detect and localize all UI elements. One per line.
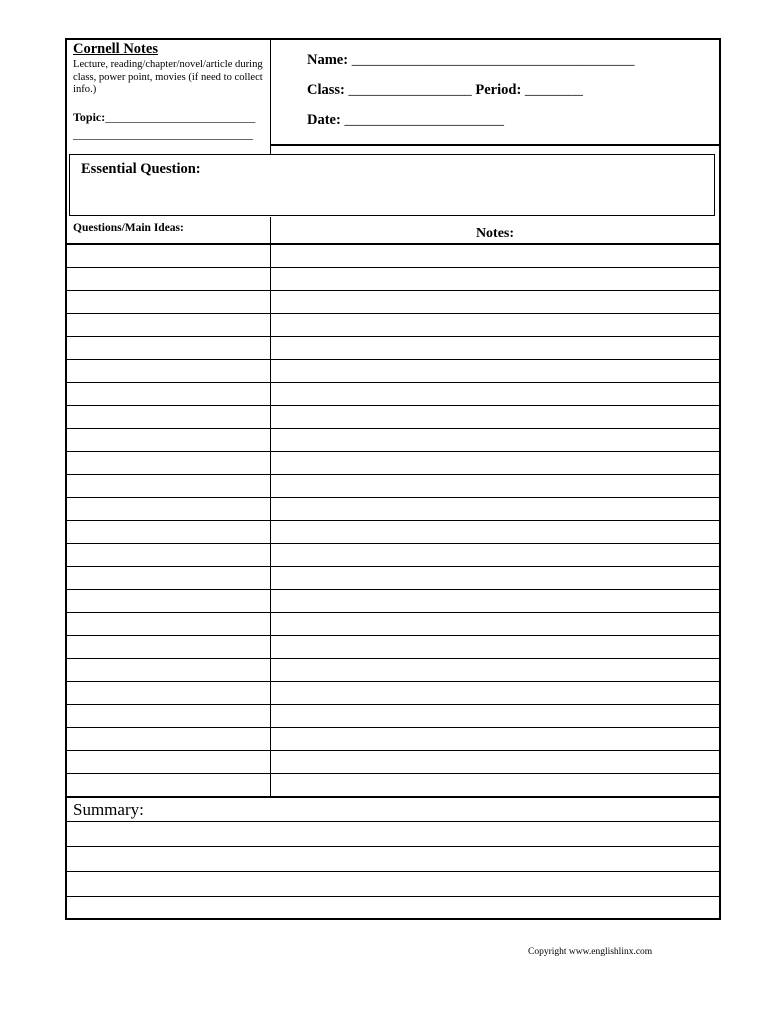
question-cell[interactable] xyxy=(67,774,271,796)
table-row xyxy=(67,774,719,798)
date-field[interactable] xyxy=(307,112,504,129)
table-row xyxy=(67,475,719,498)
date-label: Date: xyxy=(307,112,341,128)
notes-cell[interactable] xyxy=(271,337,719,359)
class-label: Class: xyxy=(307,82,345,98)
essential-question-box[interactable] xyxy=(69,154,715,216)
period-blank: ________ xyxy=(524,82,583,98)
topic-label: Topic: xyxy=(73,110,106,124)
question-cell[interactable] xyxy=(67,452,271,474)
question-cell[interactable] xyxy=(67,291,271,313)
essential-question-label: Essential Question: xyxy=(81,161,201,177)
topic-field[interactable] xyxy=(73,110,255,125)
question-cell[interactable] xyxy=(67,751,271,773)
notes-cell[interactable] xyxy=(271,521,719,543)
table-row xyxy=(67,567,719,590)
table-row xyxy=(67,268,719,291)
question-cell[interactable] xyxy=(67,475,271,497)
notes-cell[interactable] xyxy=(271,682,719,704)
notes-cell[interactable] xyxy=(271,429,719,451)
notes-column-header: Notes: xyxy=(475,226,515,241)
question-cell[interactable] xyxy=(67,314,271,336)
table-row xyxy=(67,429,719,452)
header-info-panel xyxy=(67,40,271,154)
copyright-notice: Copyright www.englishlinx.com xyxy=(528,947,653,957)
name-blank: _______________________________________ xyxy=(351,52,635,68)
class-period-field[interactable] xyxy=(307,82,583,99)
summary-line[interactable] xyxy=(67,897,719,919)
table-row xyxy=(67,728,719,751)
notes-cell[interactable] xyxy=(271,613,719,635)
summary-line[interactable] xyxy=(67,847,719,872)
question-cell[interactable] xyxy=(67,636,271,658)
notes-cell[interactable] xyxy=(271,728,719,750)
notes-cell[interactable] xyxy=(271,544,719,566)
date-blank: ______________________ xyxy=(344,112,504,128)
table-row xyxy=(67,544,719,567)
sheet-title: Cornell Notes xyxy=(73,41,158,57)
notes-table xyxy=(67,243,719,798)
notes-cell[interactable] xyxy=(271,268,719,290)
notes-cell[interactable] xyxy=(271,360,719,382)
table-row xyxy=(67,314,719,337)
notes-cell[interactable] xyxy=(271,452,719,474)
table-row xyxy=(67,636,719,659)
period-label: Period: xyxy=(475,82,522,98)
table-row xyxy=(67,613,719,636)
notes-cell[interactable] xyxy=(271,383,719,405)
table-row xyxy=(67,682,719,705)
notes-cell[interactable] xyxy=(271,498,719,520)
table-row xyxy=(67,452,719,475)
summary-label: Summary: xyxy=(67,798,719,822)
question-cell[interactable] xyxy=(67,728,271,750)
table-row xyxy=(67,383,719,406)
cornell-notes-sheet xyxy=(65,38,721,920)
notes-cell[interactable] xyxy=(271,590,719,612)
table-row xyxy=(67,521,719,544)
summary-lines xyxy=(67,822,719,919)
question-cell[interactable] xyxy=(67,544,271,566)
table-row xyxy=(67,498,719,521)
notes-cell[interactable] xyxy=(271,751,719,773)
question-cell[interactable] xyxy=(67,268,271,290)
summary-section xyxy=(67,798,719,919)
table-row xyxy=(67,245,719,268)
question-cell[interactable] xyxy=(67,383,271,405)
question-cell[interactable] xyxy=(67,406,271,428)
questions-column-header: Questions/Main Ideas: xyxy=(67,217,271,243)
topic-blank: _________________________ xyxy=(105,110,256,124)
notes-cell[interactable] xyxy=(271,659,719,681)
class-blank: _________________ xyxy=(348,82,472,98)
notes-cell[interactable] xyxy=(271,291,719,313)
notes-cell[interactable] xyxy=(271,475,719,497)
notes-cell[interactable] xyxy=(271,245,719,267)
question-cell[interactable] xyxy=(67,705,271,727)
table-row xyxy=(67,590,719,613)
question-cell[interactable] xyxy=(67,567,271,589)
question-cell[interactable] xyxy=(67,590,271,612)
student-info-panel xyxy=(271,40,719,146)
notes-cell[interactable] xyxy=(271,314,719,336)
summary-line[interactable] xyxy=(67,822,719,847)
question-cell[interactable] xyxy=(67,337,271,359)
question-cell[interactable] xyxy=(67,429,271,451)
question-cell[interactable] xyxy=(67,360,271,382)
table-row xyxy=(67,751,719,774)
name-field[interactable] xyxy=(307,52,634,69)
topic-blank-line-2[interactable]: ______________________________ xyxy=(73,127,253,141)
table-row xyxy=(67,406,719,429)
table-row xyxy=(67,337,719,360)
notes-cell[interactable] xyxy=(271,774,719,796)
table-row xyxy=(67,705,719,728)
notes-cell[interactable] xyxy=(271,406,719,428)
summary-line[interactable] xyxy=(67,872,719,897)
table-row xyxy=(67,360,719,383)
question-cell[interactable] xyxy=(67,682,271,704)
notes-cell[interactable] xyxy=(271,567,719,589)
question-cell[interactable] xyxy=(67,498,271,520)
notes-cell[interactable] xyxy=(271,705,719,727)
question-cell[interactable] xyxy=(67,521,271,543)
notes-cell[interactable] xyxy=(271,636,719,658)
question-cell[interactable] xyxy=(67,659,271,681)
sheet-description: Lecture, reading/chapter/novel/article during class, power point, movies (if need to collect info.) xyxy=(73,59,263,95)
name-label: Name: xyxy=(307,52,349,68)
question-cell[interactable] xyxy=(67,613,271,635)
question-cell[interactable] xyxy=(67,245,271,267)
table-row xyxy=(67,291,719,314)
table-row xyxy=(67,659,719,682)
